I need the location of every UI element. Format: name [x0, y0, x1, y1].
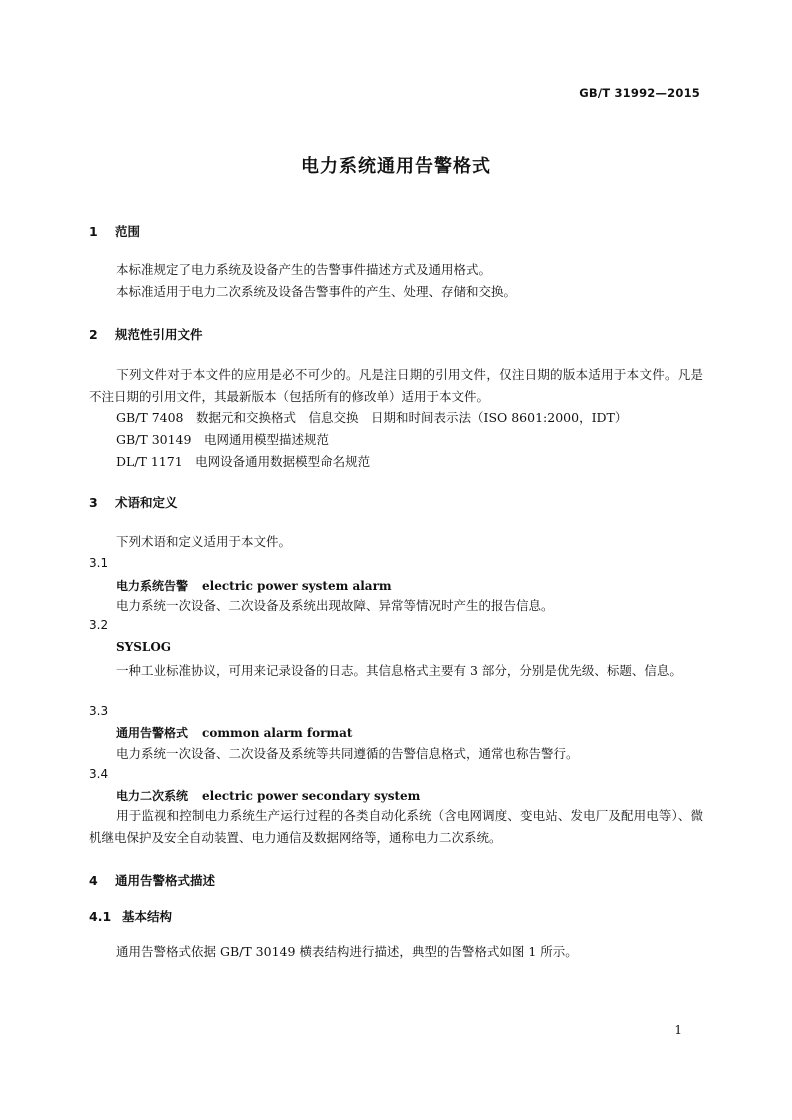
subsection-number: 4.1	[89, 909, 112, 924]
paragraph: 通用告警格式依据 GB/T 30149 横表结构进行描述，典型的告警格式如图 1 所示。	[116, 944, 578, 959]
section-title: 范围	[115, 224, 141, 239]
term-number: 3.3	[89, 704, 109, 718]
section-number: 4	[89, 873, 98, 888]
subsection-title: 基本结构	[122, 909, 173, 924]
term-definition: 电力系统一次设备、二次设备及系统等共同遵循的告警信息格式，通常也称告警行。	[116, 746, 579, 761]
standard-code: GB/T 31992—2015	[579, 86, 700, 100]
term-heading: 电力系统告警 electric power system alarm	[116, 579, 392, 593]
paragraph: 下列文件对于本文件的应用是必不可少的。凡是注日期的引用文件，仅注日期的版本适用于本文件。凡是不注日期的引用文件，其最新版本（包括所有的修改单）适用于本文件。	[89, 367, 703, 404]
section-4-heading	[89, 871, 215, 889]
term-definition: 电力系统一次设备、二次设备及系统出现故障、异常等情况时产生的报告信息。	[116, 598, 554, 613]
document-title: 电力系统通用告警格式	[301, 156, 491, 177]
term-heading: SYSLOG	[116, 640, 172, 654]
paragraph: 本标准适用于电力二次系统及设备告警事件的产生、处理、存储和交换。	[116, 284, 517, 299]
normative-reference: DL/T 1171 电网设备通用数据模型命名规范	[116, 454, 371, 469]
term-heading: 通用告警格式 common alarm format	[116, 726, 353, 740]
section-title: 术语和定义	[115, 495, 178, 510]
paragraph: 下列术语和定义适用于本文件。	[116, 534, 292, 549]
page-number: 1	[674, 1023, 682, 1037]
section-title: 规范性引用文件	[115, 327, 203, 342]
normative-reference: GB/T 7408 数据元和交换格式 信息交换 日期和时间表示法（ISO 8601:2000，IDT）	[116, 410, 628, 425]
subsection-4-1-heading	[89, 907, 172, 925]
term-heading: 电力二次系统 electric power secondary system	[116, 789, 421, 803]
normative-reference: GB/T 30149 电网通用模型描述规范	[116, 432, 329, 447]
term-definition: 用于监视和控制电力系统生产运行过程的各类自动化系统（含电网调度、变电站、发电厂及配用电等）、微机继电保护及安全自动装置、电力通信及数据网络等，通称电力二次系统。	[89, 808, 703, 845]
term-number: 3.4	[89, 767, 109, 781]
section-2-heading	[89, 325, 203, 343]
term-definition: 一种工业标准协议，可用来记录设备的日志。其信息格式主要有 3 部分，分别是优先级、标题、信息。	[116, 663, 682, 678]
section-3-heading	[89, 493, 178, 511]
section-number: 3	[89, 495, 98, 510]
section-number: 1	[89, 224, 98, 239]
paragraph: 本标准规定了电力系统及设备产生的告警事件描述方式及通用格式。	[116, 262, 492, 277]
section-number: 2	[89, 327, 98, 342]
term-number: 3.2	[89, 618, 109, 632]
section-title: 通用告警格式描述	[115, 873, 216, 888]
term-number: 3.1	[89, 556, 109, 570]
section-1-heading	[89, 222, 140, 240]
